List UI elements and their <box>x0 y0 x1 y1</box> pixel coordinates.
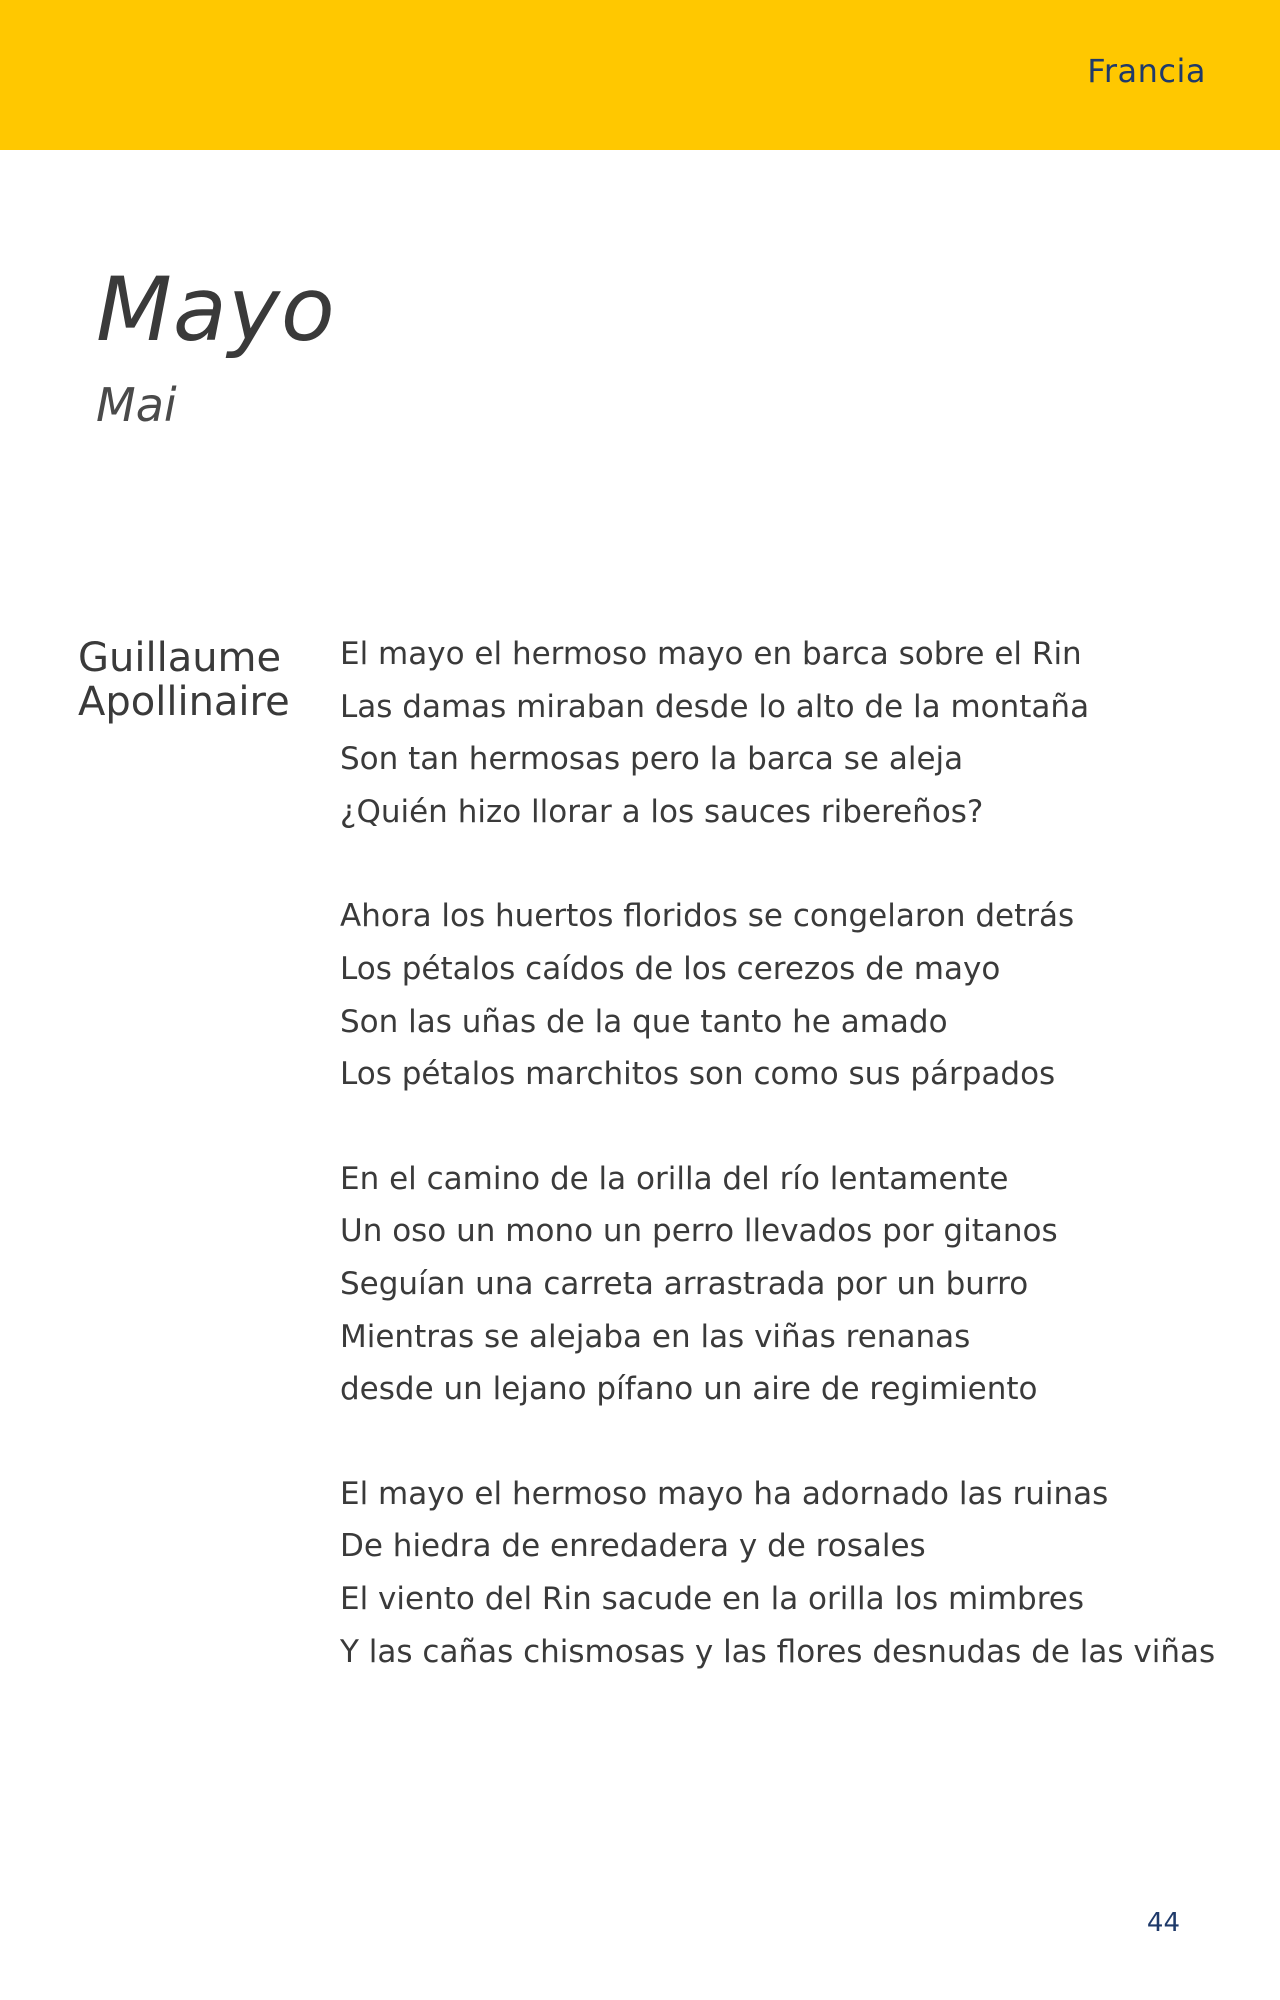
poem-line: Mientras se alejaba en las viñas renanas <box>340 1318 971 1355</box>
poem-line: Los pétalos caídos de los cerezos de mayo <box>340 950 1001 987</box>
header-band <box>0 0 1280 150</box>
author-first-name: Guillaume <box>78 635 282 681</box>
poem-line: El mayo el hermoso mayo ha adornado las ruinas <box>340 1475 1109 1512</box>
poem-line: Ahora los huertos floridos se congelaron detrás <box>340 898 1075 935</box>
poem-original-title: Mai <box>96 378 177 432</box>
poem-line: De hiedra de enredadera y de rosales <box>340 1528 926 1565</box>
poem-line: Las damas miraban desde lo alto de la montaña <box>340 688 1090 725</box>
poem-line: Un oso un mono un perro llevados por gitanos <box>340 1213 1058 1250</box>
poem-line: Son tan hermosas pero la barca se aleja <box>340 741 964 778</box>
poem-body <box>340 628 1250 1730</box>
poem-line: Los pétalos marchitos son como sus párpados <box>340 1056 1056 1093</box>
stanza <box>340 1468 1250 1678</box>
poem-author <box>78 636 290 724</box>
section-label: Francia <box>1087 52 1206 90</box>
poem-line: En el camino de la orilla del río lentamente <box>340 1160 1009 1197</box>
poem-line: ¿Quién hizo llorar a los sauces ribereños? <box>340 793 984 830</box>
poem-line: Y las cañas chismosas y las flores desnudas de las viñas <box>340 1633 1216 1670</box>
stanza <box>340 1153 1250 1416</box>
poem-line: Seguían una carreta arrastrada por un burro <box>340 1265 1029 1302</box>
page-number: 44 <box>1146 1908 1180 1938</box>
stanza <box>340 628 1250 838</box>
poem-line: El mayo el hermoso mayo en barca sobre el Rin <box>340 636 1082 672</box>
poem-line: El viento del Rin sacude en la orilla los mimbres <box>340 1580 1085 1617</box>
poem-line: desde un lejano pífano un aire de regimiento <box>340 1371 1038 1408</box>
poem-line: Son las uñas de la que tanto he amado <box>340 1003 948 1040</box>
poem-title: Mayo <box>96 258 336 361</box>
author-last-name: Apollinaire <box>78 679 290 725</box>
stanza <box>340 890 1250 1100</box>
